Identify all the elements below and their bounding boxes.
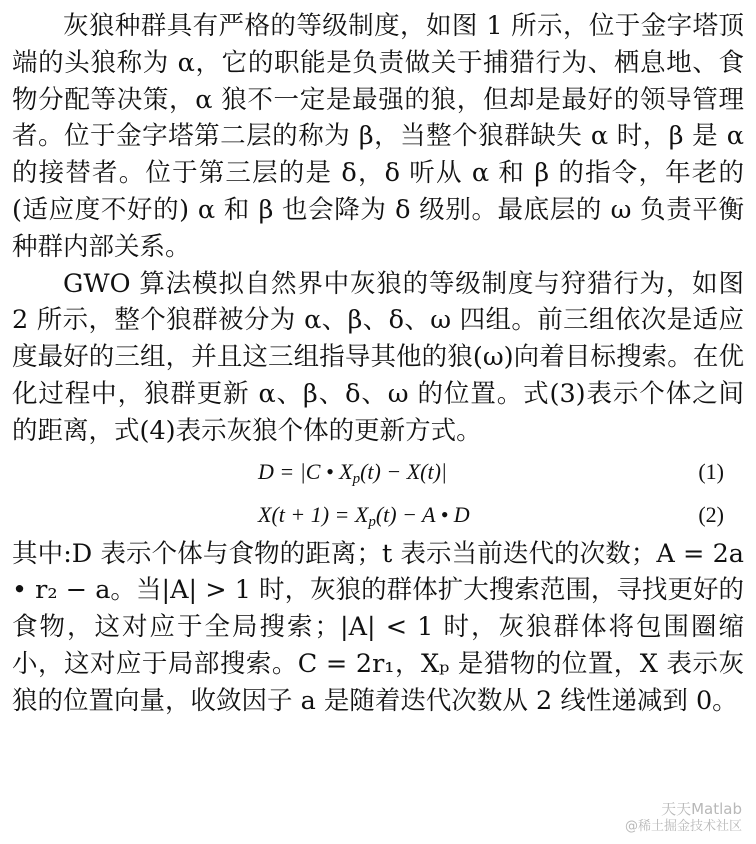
watermark-line2: @稀土掘金技术社区 [624, 819, 742, 834]
equation-2 [12, 493, 744, 536]
paragraph-hierarchy: 灰狼种群具有严格的等级制度，如图 1 所示，位于金字塔顶端的头狼称为 α，它的职能是负责做关于捕猎行为、栖息地、食物分配等决策，α 狼不一定是最强的狼，但却是最好的领导管理者。位于金字塔第二层的称为 β，当整个狼群缺失 α 时，β 是 α 的接替者。位于第三层的是 δ，δ 听从 α 和 β 的指令，年老的(适应度不好的) α 和 β 也会降为 δ 级别。最底层的 ω 负责平衡种群内部关系。 [12, 11, 744, 262]
equation-1-number: (1) [698, 458, 724, 484]
paragraph-gwo: GWO 算法模拟自然界中灰狼的等级制度与狩猎行为，如图 2 所示，整个狼群被分为 α、β、δ、ω 四组。前三组依次是适应度最好的三组，并且这三组指导其他的狼(ω)向着目标搜索。在优化过程中，狼群更新 α、β、δ、ω 的位置。式(3)表示个体之间的距离，式(4)表示灰狼个体的更新方式。 [12, 268, 744, 446]
equation-2-formula: $X(t + 1) = X_p(t) - A$ • D [258, 501, 470, 530]
watermark-line1: 天天Matlab [661, 800, 742, 818]
equation-2-number: (2) [698, 501, 724, 527]
equation-1-formula: D = |C • $X_p(t) - X(t)|$ [258, 458, 447, 487]
paragraph-explanation: 其中:D 表示个体与食物的距离；t 表示当前迭代的次数；A = 2a • r₂ − a。当|A| > 1 时，灰狼的群体扩大搜索范围，寻找更好的食物，这对应于全局搜索；|A| < 1 时，灰狼群体将包围圈缩小，这对应于局部搜索。C = 2r₁，Xₚ 是猎物的位置，X 表示灰狼的位置向量，收敛因子 a 是随着迭代次数从 2 线性递减到 0。 [12, 538, 744, 716]
equation-1 [12, 450, 744, 493]
watermark [625, 800, 742, 836]
